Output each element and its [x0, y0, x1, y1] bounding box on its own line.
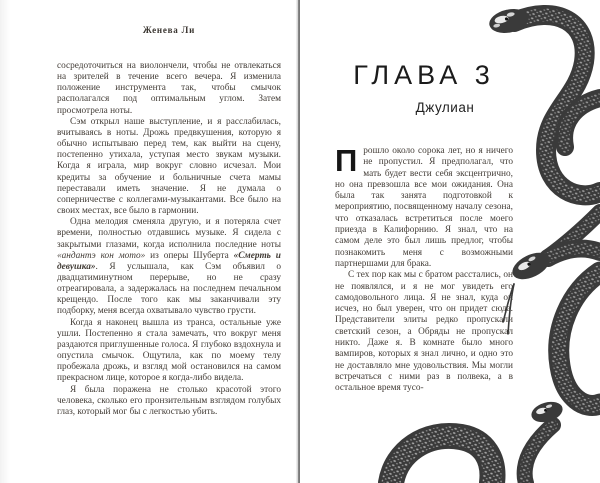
- text-segment: Когда я наконец вышла из транса, остальные уже ушли. Постепенно я стала замечать, что вокруг меня раздаются приглушенные голоса. Я глубоко вздохнула и опустила смычок. Ощутила, как по моему телу пробежала дрожь, и взгляд мой остановился на самом прекрасном лице, которое я когда-либо видела.: [57, 317, 281, 384]
- running-header-author: Женева Ли: [142, 25, 196, 35]
- text-segment: «андантэ кон мото»: [57, 250, 146, 261]
- snake-engraving-illustration: [468, 0, 600, 483]
- left-page-text: [57, 61, 281, 418]
- text-segment: . Я услышала, как Сэм объявил о двадцатиминутном перерыве, но не сразу отреагировала, а задержалась на последнем печальном крещендо. После того как мы заканчивали эту подборку, меня всегда охватывало чувство грусти.: [57, 261, 281, 317]
- text-segment: С тех пор как мы с братом расстались, он не появлялся, и я не мог увидеть его самодовольного лица. Я не знал, куда он исчез, но был уверен, что он придет сюда. Представители элиты редко пропускали светский сезон, а Обряды не пропускал никто. Даже я. В комнате было много вампиров, которых я знал лично, и одно это не доставляло мне удовольствия. Мы могли встречаться с ними раз в полвека, а в остальное время тусо-: [335, 270, 513, 394]
- drop-cap: П: [335, 143, 358, 178]
- text-segment: Одна мелодия сменяла другую, и я потеряла счет времени, полностью отдавшись музыке. Я сидела с закрытыми глазами, когда исполнила последние ноты: [57, 217, 281, 250]
- paragraph: [57, 117, 281, 217]
- text-segment: Сэм открыл наше выступление, и я расслабилась, вчитываясь в ноты. Дрожь предвкушения, которую я обычно испытываю перед тем, как выйти на сцену, постепенно утихала, уступая место звукам музыки. Когда я играла, мир вокруг словно исчезал. Мои кредиты за обучение и больничные счета мамы переставали иметь значение. Я не думала о соперничестве с коллегами-музыкантами. Все было на своих местах, все было в гармонии.: [57, 116, 281, 217]
- left-page: [0, 0, 297, 483]
- text-segment: сосредоточиться на виолончели, чтобы не отвлекаться на зрителей в течение всего вечера. Я изменила положение инструмента так, чтобы смычок располагался под оптимальным углом. Затем просмотрела ноты.: [57, 61, 281, 116]
- paragraph: [57, 217, 281, 317]
- snake-top: [514, 15, 600, 257]
- chapter-subtitle: Джулиан: [415, 100, 475, 115]
- page-edge-shade: [0, 0, 10, 483]
- chapter-title: ГЛАВА 3: [353, 60, 495, 90]
- text-segment: Я была поражена не столько красотой этого человека, сколько его пронзительным взглядом голубых глаз, который мог бы с легкостью убить.: [57, 384, 281, 417]
- snake-bottom: [525, 425, 553, 483]
- text-segment: «Смерть и девушка»: [57, 250, 281, 272]
- text-segment: рошло около сорока лет, но я ничего не пропустил. Я предполагал, что мать будет вести себя эксцентрично, но она превзошла все мои ожидания. Она была так занята подготовкой к мероприятию, посвященному началу сезона, что отказалась встретиться после моего приезда в Калифорнию. Я знал, что на самом деле это был лишь предлог, чтобы познакомить меня с возможными партнершами для брака.: [335, 146, 513, 269]
- paragraph: [57, 61, 281, 117]
- paragraph: [57, 385, 281, 418]
- text-segment: из оперы Шуберта: [145, 250, 234, 261]
- paragraph: [57, 318, 281, 385]
